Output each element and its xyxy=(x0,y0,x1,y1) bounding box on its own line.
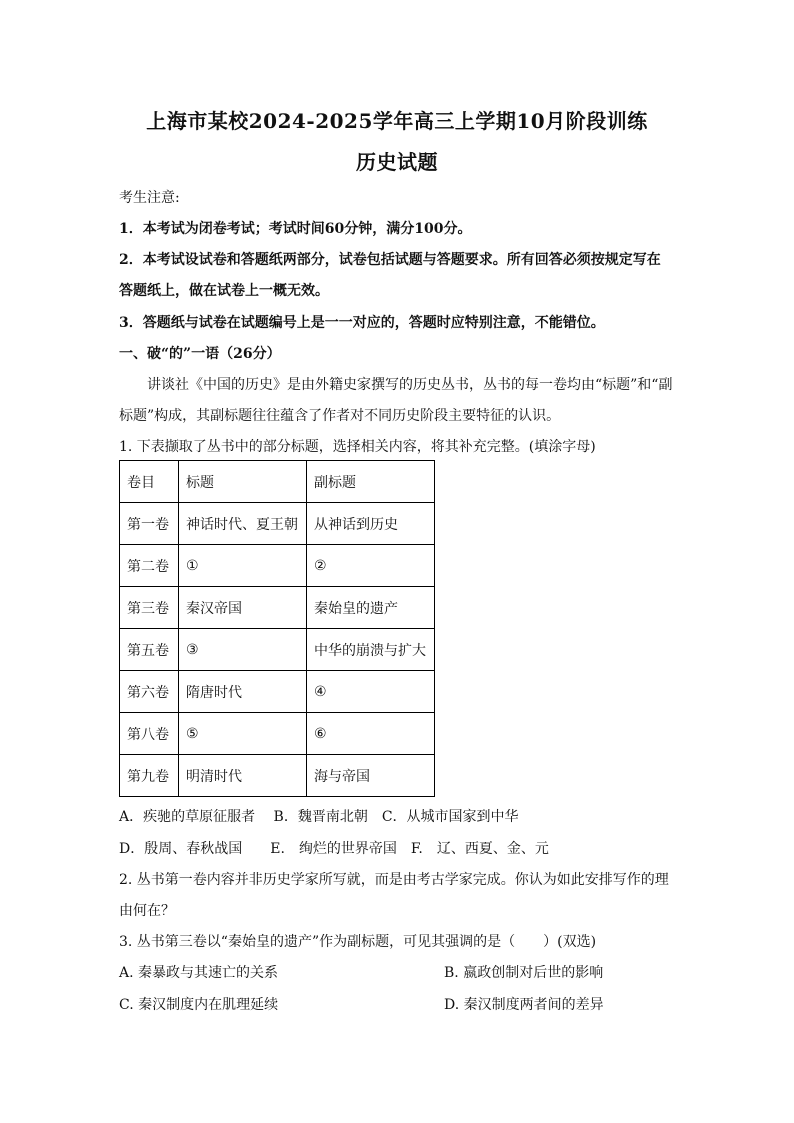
section-heading: 一、破“的”一语（26分） xyxy=(119,346,281,362)
table-cell: 中华的崩溃与扩大 xyxy=(307,629,435,671)
question-2-line2: 由何在？ xyxy=(119,903,175,919)
question-3-option-b: B. 嬴政创制对后世的影响 xyxy=(444,965,604,981)
table-cell: 从神话到历史 xyxy=(307,503,435,545)
table-cell: 第三卷 xyxy=(120,587,179,629)
table-cell: 隋唐时代 xyxy=(179,671,307,713)
table-row xyxy=(120,545,435,587)
table-cell: 秦汉帝国 xyxy=(179,587,307,629)
table-row xyxy=(120,755,435,797)
table-row xyxy=(120,629,435,671)
question-3-option-a: A. 秦暴政与其速亡的关系 xyxy=(119,965,279,981)
volume-table xyxy=(119,460,435,797)
question-3-option-c: C. 秦汉制度内在肌理延续 xyxy=(119,997,279,1013)
table-cell: 秦始皇的遗产 xyxy=(307,587,435,629)
question-1: 1. 下表撷取了丛书中的部分标题，选择相关内容，将其补充完整。(填涂字母) xyxy=(119,439,596,455)
question-3-option-d: D. 秦汉制度两者间的差异 xyxy=(444,997,604,1013)
exam-subject: 历史试题 xyxy=(356,150,438,174)
table-cell: ③ xyxy=(179,629,307,671)
table-row xyxy=(120,671,435,713)
table-row xyxy=(120,503,435,545)
table-header-cell: 卷目 xyxy=(120,461,179,503)
table-header-cell: 标题 xyxy=(179,461,307,503)
table-cell: 第八卷 xyxy=(120,713,179,755)
table-cell: ④ xyxy=(307,671,435,713)
table-header-row xyxy=(120,461,435,503)
question-3: 3. 丛书第三卷以“秦始皇的遗产”作为副标题，可见其强调的是（ ）(双选) xyxy=(119,934,597,950)
table-cell: 第二卷 xyxy=(120,545,179,587)
question-1-options-line2: D．殷周、春秋战国 E. 绚烂的世界帝国 F. 辽、西夏、金、元 xyxy=(119,841,549,857)
exam-title: 上海市某校2024-2025学年高三上学期10月阶段训练 xyxy=(146,109,648,133)
table-cell: 第一卷 xyxy=(120,503,179,545)
table-cell: ⑤ xyxy=(179,713,307,755)
table-cell: 第五卷 xyxy=(120,629,179,671)
table-cell: 海与帝国 xyxy=(307,755,435,797)
table-cell: 明清时代 xyxy=(179,755,307,797)
table-cell: 第六卷 xyxy=(120,671,179,713)
table-row xyxy=(120,587,435,629)
table-cell: ① xyxy=(179,545,307,587)
table-header-cell: 副标题 xyxy=(307,461,435,503)
table-cell: 神话时代、夏王朝 xyxy=(179,503,307,545)
table-cell: ② xyxy=(307,545,435,587)
notice-item-2-line2: 答题纸上，做在试卷上一概无效。 xyxy=(119,283,329,299)
question-1-options-line1: A．疾驰的草原征服者 B．魏晋南北朝 C．从城市国家到中华 xyxy=(119,809,519,825)
notice-item-2-line1: 2．本考试设试卷和答题纸两部分，试卷包括试题与答题要求。所有回答必须按规定写在 xyxy=(119,252,661,268)
table-row xyxy=(120,713,435,755)
table-cell: 第九卷 xyxy=(120,755,179,797)
notice-item-3: 3．答题纸与试卷在试题编号上是一一对应的，答题时应特别注意，不能错位。 xyxy=(119,315,605,331)
notice-heading: 考生注意: xyxy=(119,190,180,206)
intro-paragraph-line2: 标题”构成，其副标题往往蕴含了作者对不同历史阶段主要特征的认识。 xyxy=(119,408,561,424)
notice-item-1: 1．本考试为闭卷考试；考试时间60分钟，满分100分。 xyxy=(119,221,472,237)
intro-paragraph-line1: 讲谈社《中国的历史》是由外籍史家撰写的历史丛书，丛书的每一卷均由“标题”和“副 xyxy=(147,377,673,393)
table-cell: ⑥ xyxy=(307,713,435,755)
question-2-line1: 2. 丛书第一卷内容并非历史学家所写就，而是由考古学家完成。你认为如此安排写作的理 xyxy=(119,872,669,888)
